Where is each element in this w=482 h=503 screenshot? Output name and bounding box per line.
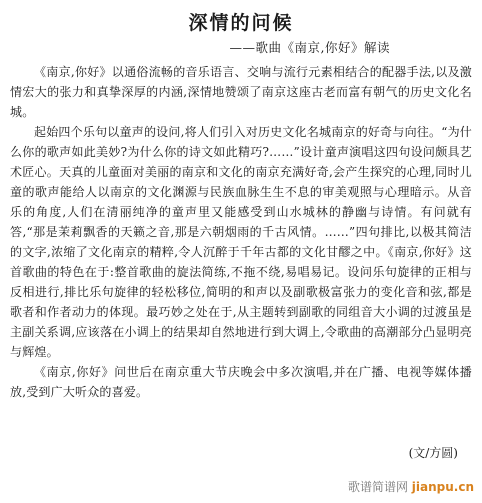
author-credit: (文/方圆) — [408, 446, 458, 460]
article-body — [10, 62, 472, 402]
paragraph-intro: 《南京,你好》以通俗流畅的音乐语言、交响与流行元素相结合的配器手法,以及激情宏大的张力和真挚深厚的内涵,深情地赞颂了南京这座古老而富有朝气的历史文化名城。 — [10, 65, 472, 119]
watermark-url: jianpu.cn — [411, 480, 474, 494]
watermark-site-name: 歌谱简谱网 — [347, 480, 408, 494]
site-watermark — [348, 478, 474, 495]
article-subtitle: ——歌曲《南京,你好》解读 — [229, 40, 390, 55]
article-title: 深情的问候 — [188, 12, 294, 34]
paragraph-analysis: 起始四个乐句以童声的设问,将人们引入对历史文化名城南京的好奇与向往。“为什么你的歌声如此美妙?为什么你的诗文如此精巧?……”设计童声演唱这四句设问颇具艺术匠心。天真的儿童面对美丽的南京和文化的南京充满好奇,会产生探究的心理,同时儿童的歌声能给人以南京的文化渊源与民族血脉生生不息的审美观照与心理暗示。从音乐的角度,人们在清丽纯净的童声里又能感受到山水城林的静幽与诗情。有问就有答,“那是茉莉飘香的天籁之音,那是六朝烟雨的千古风情。……”四句排比,以极其简洁的文字,浓缩了文化南京的精粹,令人沉醉于千年古都的文化甘醪之中。《南京,你好》这首歌曲的特色在于:整首歌曲的旋法简练,不拖不绕,易唱易记。设问乐句旋律的正相与反相进行,排比乐句旋律的轻松移位,简明的和声以及副歌极富张力的变化音和弦,都是歌者和作者动力的体现。最巧妙之处在于,从主题转到副歌的同组音大小调的过渡虽是主副关系调,应该落在小调上的结果却自然地进行到大调上,令歌曲的高潮部分凸显明亮与辉煌。 — [10, 125, 472, 359]
paragraph-reception: 《南京,你好》问世后在南京重大节庆晚会中多次演唱,并在广播、电视等媒体播放,受到广大听众的喜爱。 — [10, 365, 472, 399]
